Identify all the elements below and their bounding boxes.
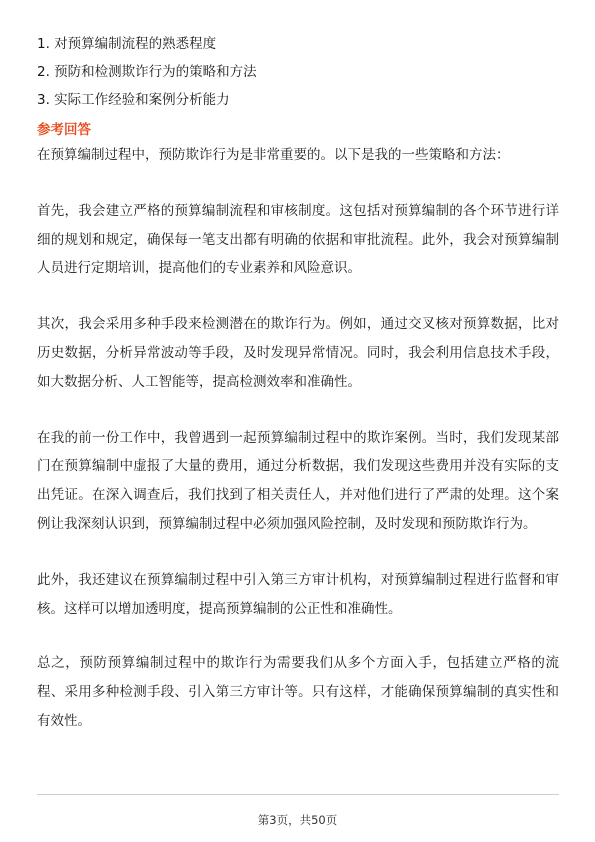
page-number: 第3页，共50页 [257,813,338,827]
answer-intro-paragraph: 在预算编制过程中，预防欺诈行为是非常重要的。以下是我的一些策略和方法： [37,147,510,163]
question-item-2: 2. 预防和检测欺诈行为的策略和方法 [37,64,257,80]
question-item-1: 1. 对预算编制流程的熟悉程度 [37,36,217,52]
answer-paragraph-first: 首先，我会建立严格的预算编制流程和审核制度。这包括对预算编制的各个环节进行详细的规划和规定，确保每一笔支出都有明确的依据和审批流程。此外，我会对预算编制人员进行定期培训，提高他们的专业素养和风险意识。 [37,202,559,277]
answer-heading: 参考回答 [37,122,91,138]
answer-paragraph-audit: 此外，我还建议在预算编制过程中引入第三方审计机构，对预算编制过程进行监督和审核。这样可以增加透明度，提高预算编制的公正性和准确性。 [37,571,559,617]
answer-paragraph-case: 在我的前一份工作中，我曾遇到一起预算编制过程中的欺诈案例。当时，我们发现某部门在预算编制中虚报了大量的费用，通过分析数据，我们发现这些费用并没有实际的支出凭证。在深入调查后，我们找到了相关责任人，并对他们进行了严肃的处理。这个案例让我深刻认识到，预算编制过程中必须加强风险控制，及时发现和预防欺诈行为。 [37,429,559,532]
answer-paragraph-second: 其次，我会采用多种手段来检测潜在的欺诈行为。例如，通过交叉核对预算数据，比对历史数据，分析异常波动等手段，及时发现异常情况。同时，我会利用信息技术手段，如大数据分析、人工智能等，提高检测效率和准确性。 [37,316,559,390]
footer-divider [37,794,559,795]
answer-paragraph-summary: 总之，预防预算编制过程中的欺诈行为需要我们从多个方面入手，包括建立严格的流程、采用多种检测手段、引入第三方审计等。只有这样，才能确保预算编制的真实性和有效性。 [37,655,559,729]
question-item-3: 3. 实际工作经验和案例分析能力 [37,92,230,108]
document-page [37,30,559,736]
